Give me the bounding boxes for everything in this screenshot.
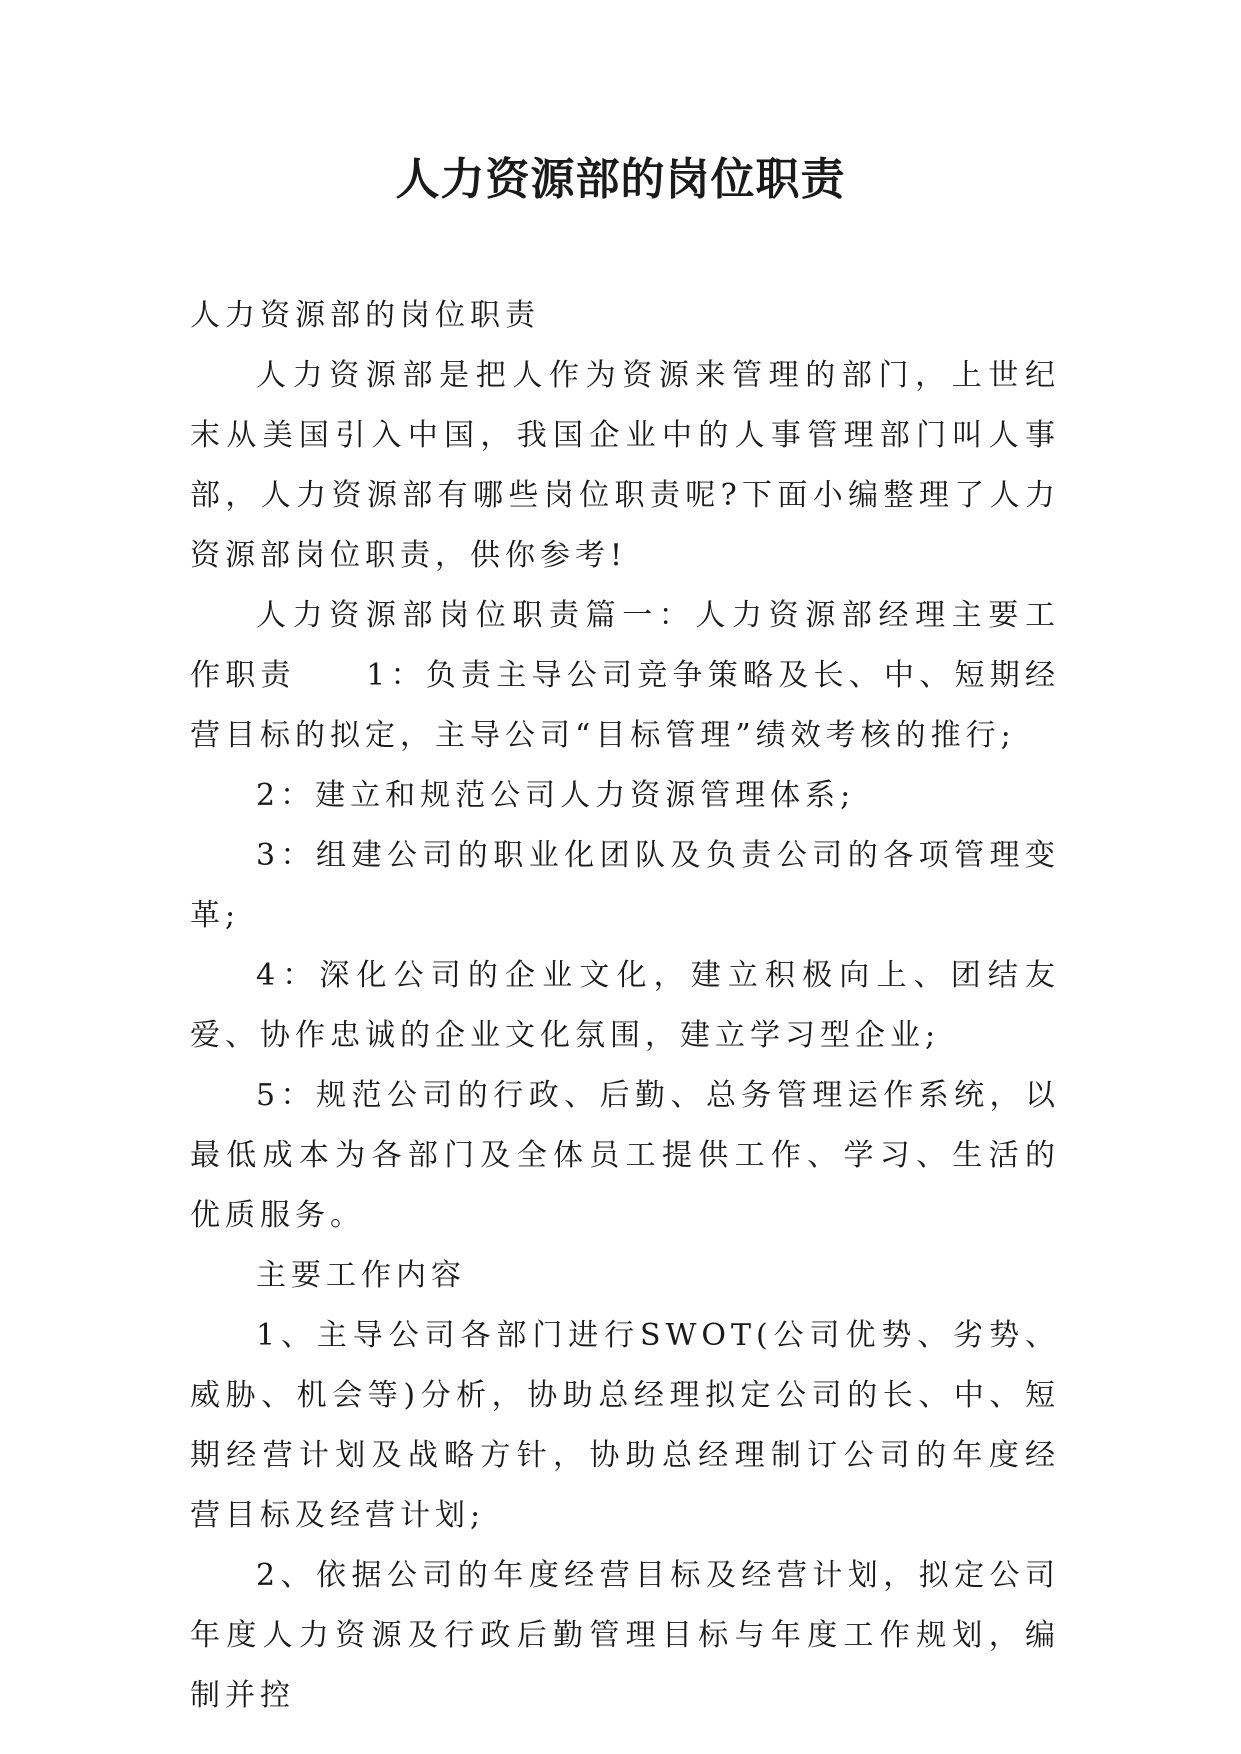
document-title: 人力资源部的岗位职责 (395, 154, 846, 205)
paragraph: 人力资源部岗位职责篇一：人力资源部经理主要工作职责 1：负责主导公司竞争策略及长、中、短期经营目标的拟定，主导公司“目标管理”绩效考核的推行; (190, 598, 1060, 753)
subsection-heading: 主要工作内容 (256, 1258, 466, 1293)
paragraph: 2：建立和规范公司人力资源管理体系; (256, 778, 856, 813)
paragraph: 5：规范公司的行政、后勤、总务管理运作系统，以最低成本为各部门及全体员工提供工作、学习、生活的优质服务。 (190, 1078, 1060, 1233)
paragraph: 3：组建公司的职业化团队及负责公司的各项管理变革; (190, 838, 1060, 933)
paragraph: 1、主导公司各部门进行SWOT(公司优势、劣势、威胁、机会等)分析，协助总经理拟定公司的长、中、短期经营计划及战略方针，协助总经理制订公司的年度经营目标及经营计划; (190, 1318, 1060, 1533)
document-body (190, 286, 1060, 1726)
paragraph: 4：深化公司的企业文化，建立积极向上、团结友爱、协作忠诚的企业文化氛围，建立学习型企业; (190, 958, 1060, 1053)
paragraph: 人力资源部是把人作为资源来管理的部门，上世纪末从美国引入中国，我国企业中的人事管理部门叫人事部，人力资源部有哪些岗位职责呢?下面小编整理了人力资源部岗位职责，供你参考! (190, 358, 1060, 573)
section-heading: 人力资源部的岗位职责 (190, 298, 540, 333)
paragraph: 2、依据公司的年度经营目标及经营计划，拟定公司年度人力资源及行政后勤管理目标与年度工作规划，编制并控 (190, 1558, 1060, 1713)
